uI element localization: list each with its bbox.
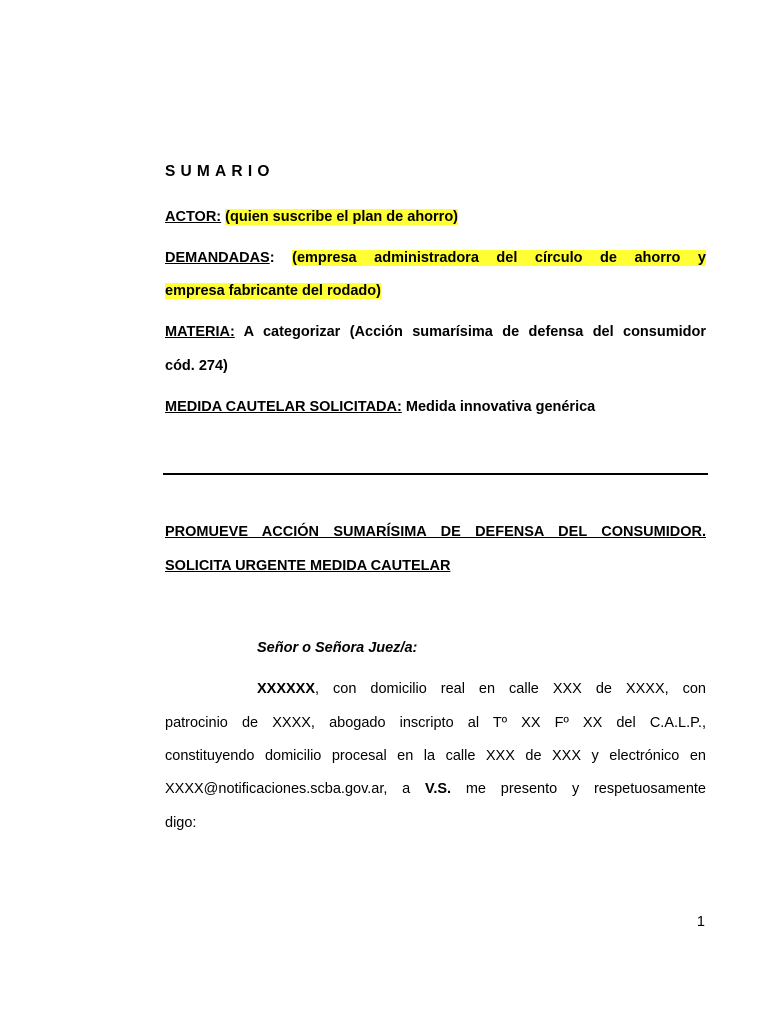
- sumario-title: SUMARIO: [165, 163, 275, 180]
- demandadas-line-1: [165, 248, 706, 268]
- body-line-4-a: XXXX@notificaciones.scba.gov.ar, a: [165, 781, 411, 797]
- materia-line-2: cód. 274): [165, 358, 228, 374]
- demandadas-line-2: [165, 281, 706, 301]
- body-line-4: [165, 779, 706, 799]
- body-name: XXXXXX: [257, 681, 316, 697]
- medida-line: [165, 397, 706, 417]
- demandadas-value-2: empresa fabricante del rodado): [165, 283, 381, 299]
- body-vs: V.S.: [425, 781, 452, 797]
- page-number: 1: [696, 914, 705, 930]
- heading-line-2: SOLICITA URGENTE MEDIDA CAUTELAR: [165, 558, 451, 574]
- medida-label: MEDIDA CAUTELAR SOLICITADA:: [165, 399, 402, 415]
- body-line-1: [257, 679, 706, 699]
- materia-label: MATERIA:: [165, 324, 235, 340]
- body-line-4-b: me presento y respetuosamente: [465, 781, 706, 797]
- demandadas-label: DEMANDADAS: [165, 250, 270, 266]
- body-line-5: digo:: [165, 815, 197, 831]
- actor-label: ACTOR:: [165, 209, 222, 225]
- horizontal-divider: [163, 473, 708, 475]
- body-line-2: patrocinio de XXXX, abogado inscripto al Tº XX Fº XX del C.A.L.P.,: [165, 715, 706, 731]
- heading-line-1: PROMUEVE ACCIÓN SUMARÍSIMA DE DEFENSA DEL CONSUMIDOR.: [165, 524, 706, 540]
- body-line-3: constituyendo domicilio procesal en la calle XXX de XXX y electrónico en: [165, 748, 706, 764]
- body-line-1-rest: , con domicilio real en calle XXX de XXXX, con: [315, 681, 706, 697]
- medida-value: Medida innovativa genérica: [405, 399, 596, 415]
- actor-line: [165, 207, 706, 227]
- materia-value-1: A categorizar (Acción sumarísima de defensa del consumidor: [243, 324, 706, 340]
- materia-line-1: [165, 322, 706, 342]
- demandadas-value-1: (empresa administradora del círculo de ahorro y: [292, 250, 706, 266]
- salutation: Señor o Señora Juez/a:: [257, 640, 418, 656]
- actor-value: (quien suscribe el plan de ahorro): [225, 209, 459, 225]
- demandadas-label-group: [165, 250, 275, 266]
- demandadas-colon: :: [269, 250, 275, 266]
